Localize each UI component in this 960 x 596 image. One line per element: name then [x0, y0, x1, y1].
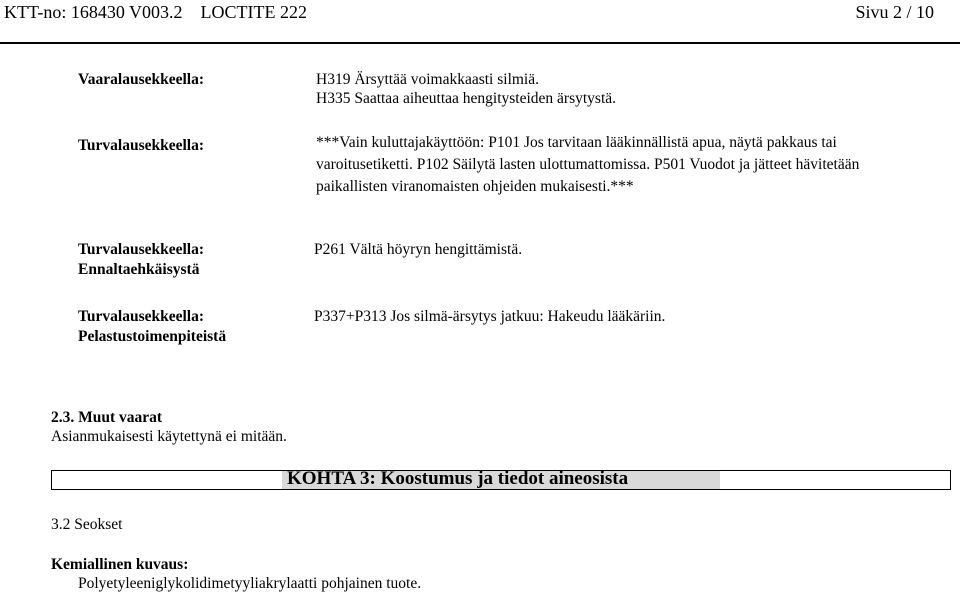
- other-hazards-heading: 2.3. Muut vaarat: [51, 409, 163, 426]
- precaution-statement: ***Vain kuluttajakäyttöön: P101 Jos tarvitaan lääkinnällistä apua, näytä pakkaus tai: [316, 134, 837, 151]
- prevention-statement: P261 Vältä höyryn hengittämistä.: [314, 241, 523, 258]
- response-label: Turvalausekkeella:: [78, 308, 205, 325]
- precaution-statement: varoitusetiketti. P102 Säilytä lasten ulottumattomissa. P501 Vuodot ja jätteet hävitetään: [316, 156, 860, 173]
- response-sublabel: Pelastustoimenpiteistä: [78, 328, 227, 345]
- precaution-statement: paikallisten viranomaisten ohjeiden mukaisesti.***: [316, 178, 634, 195]
- prevention-label: Turvalausekkeella:: [78, 241, 205, 258]
- page-number: Sivu 2 / 10: [855, 2, 934, 22]
- hazard-label: Vaaralausekkeella:: [78, 71, 205, 88]
- response-statement: P337+P313 Jos silmä-ärsytys jatkuu: Hakeudu lääkäriin.: [314, 308, 666, 325]
- other-hazards-text: Asianmukaisesti käytettynä ei mitään.: [51, 428, 287, 445]
- document-header: [4, 2, 307, 23]
- product-name: LOCTITE 222: [200, 2, 307, 22]
- hazard-statement: H319 Ärsyttää voimakkaasti silmiä.: [316, 71, 539, 88]
- chemical-description-label: Kemiallinen kuvaus:: [51, 556, 189, 573]
- hazard-statement: H335 Saattaa aiheuttaa hengitysteiden ärsytystä.: [316, 90, 617, 107]
- section-3-title: KOHTA 3: Koostumus ja tiedot aineosista: [287, 468, 629, 489]
- document-id: KTT-no: 168430 V003.2: [4, 2, 183, 22]
- chemical-description-text: Polyetyleeniglykolidimetyyliakrylaatti pohjainen tuote.: [78, 575, 422, 592]
- mixtures-heading: 3.2 Seokset: [51, 516, 123, 533]
- header-divider: [0, 42, 960, 44]
- prevention-sublabel: Ennaltaehkäisystä: [78, 261, 200, 278]
- precaution-label: Turvalausekkeella:: [78, 137, 205, 154]
